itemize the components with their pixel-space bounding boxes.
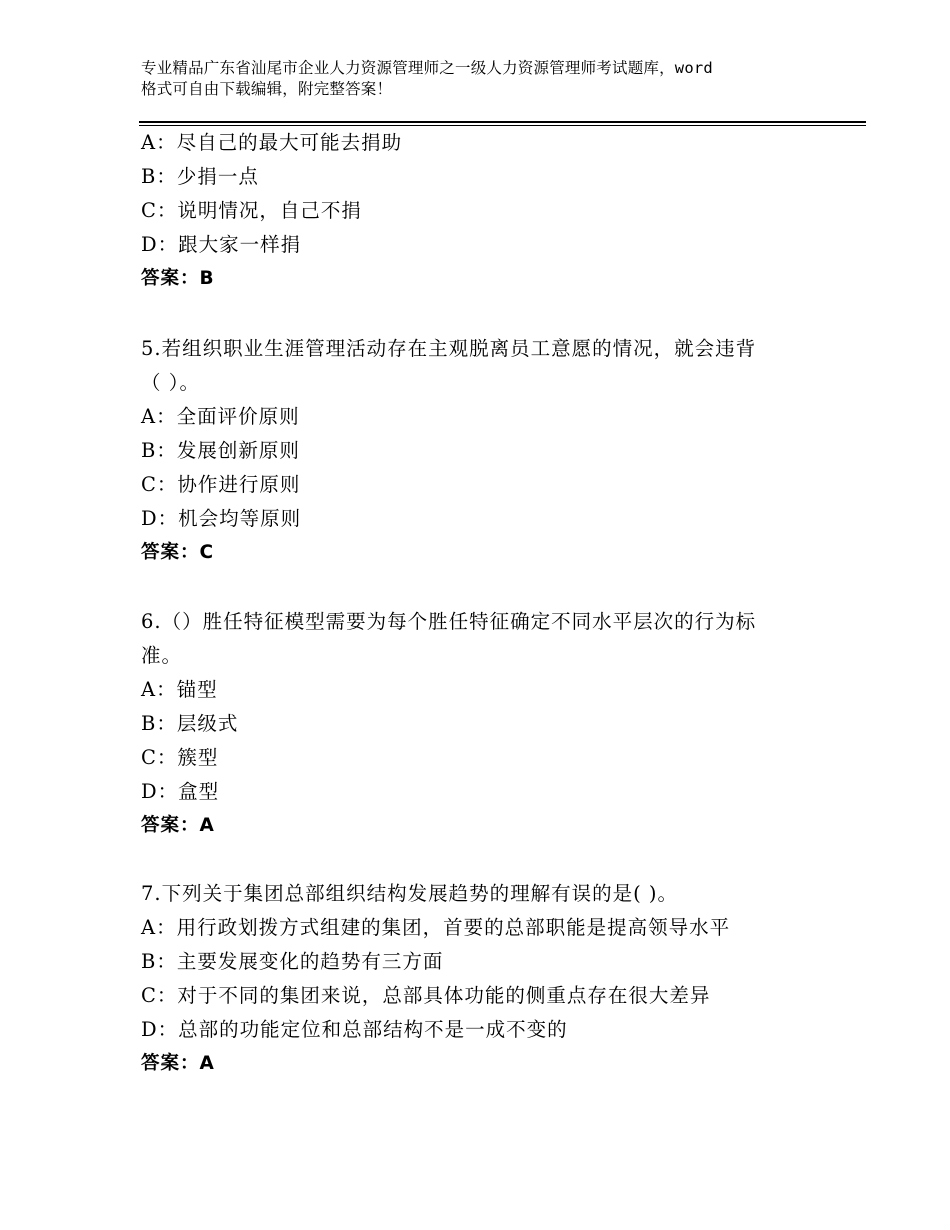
q7-answer: 答案：A [141,1053,215,1074]
q5-stem-line-1: 5.若组织职业生涯管理活动存在主观脱离员工意愿的情况，就会违背 [141,337,757,360]
q4-option-d: D：跟大家一样捐 [141,233,302,256]
header-line-1: 专业精品广东省汕尾市企业人力资源管理师之一级人力资源管理师考试题库，word [141,59,713,77]
q5-answer: 答案：C [141,542,215,563]
q6-stem-line-2: 准。 [141,644,183,667]
q5-option-a: A：全面评价原则 [141,405,300,428]
q5-option-b: B：发展创新原则 [141,439,300,462]
q4-option-c: C：说明情况，自己不捐 [141,199,362,222]
document-header [141,58,841,100]
q7-option-b: B：主要发展变化的趋势有三方面 [141,950,444,973]
q6-option-a: A：锚型 [141,678,218,701]
q4-option-b: B：少捐一点 [141,165,259,188]
q7-stem: 7.下列关于集团总部组织结构发展趋势的理解有误的是( )。 [141,882,679,905]
q6-option-c: C：簇型 [141,746,219,769]
q4-answer: 答案：B [141,268,215,289]
header-rule-thin [139,125,866,126]
header-line-2: 格式可自由下载编辑，附完整答案！ [141,80,393,98]
q5-option-c: C：协作进行原则 [141,473,301,496]
q7-option-c: C：对于不同的集团来说，总部具体功能的侧重点存在很大差异 [141,984,711,1007]
q6-stem-line-1: 6.（）胜任特征模型需要为每个胜任特征确定不同水平层次的行为标 [141,610,757,633]
q6-answer: 答案：A [141,815,215,836]
q7-option-d: D：总部的功能定位和总部结构不是一成不变的 [141,1018,568,1041]
q6-option-d: D：盒型 [141,780,220,803]
q5-option-d: D：机会均等原则 [141,507,302,530]
header-rule-thick [139,121,866,123]
q4-option-a: A：尽自己的最大可能去捐助 [141,131,403,154]
q6-option-b: B：层级式 [141,712,239,735]
q7-option-a: A：用行政划拨方式组建的集团，首要的总部职能是提高领导水平 [141,916,731,939]
q5-stem-line-2: （ ）。 [141,371,200,394]
